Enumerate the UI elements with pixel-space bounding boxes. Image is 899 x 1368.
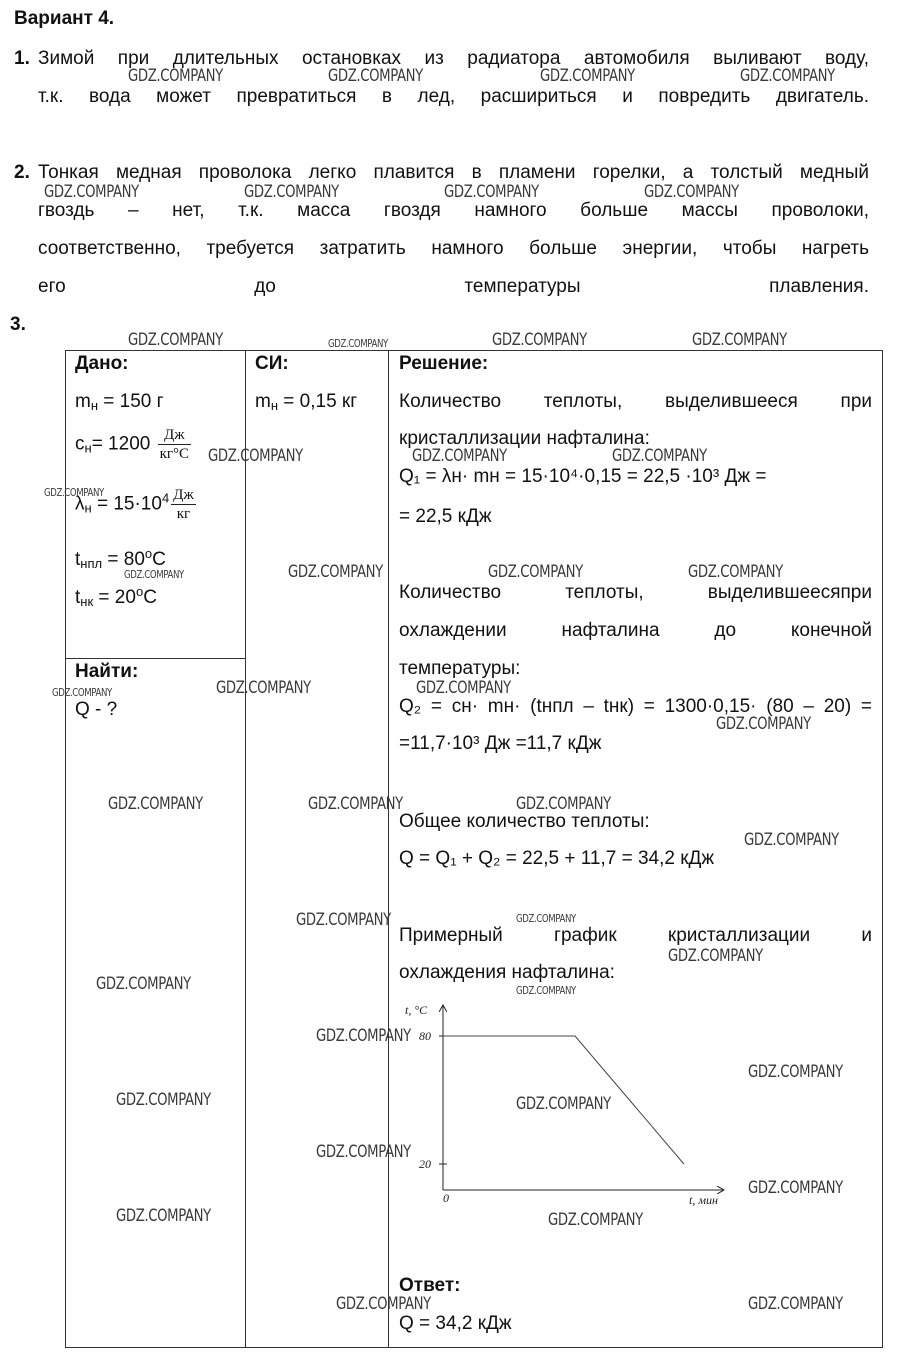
watermark-text: GDZ.COMPANY — [128, 330, 223, 350]
solution-p4-line-1: Примерный график кристаллизации и — [399, 925, 872, 946]
watermark-text: GDZ.COMPANY — [748, 1294, 843, 1314]
watermark-text: GDZ.COMPANY — [516, 1094, 611, 1114]
solution-equation-1: Q₁ = λн· mн = 15·10⁴·0,15 = 22,5 ·10³ Дж = — [399, 466, 767, 487]
watermark-text: GDZ.COMPANY — [96, 974, 191, 994]
watermark-text: GDZ.COMPANY — [328, 66, 423, 86]
answer-value: Q = 34,2 кДж — [399, 1313, 512, 1334]
watermark-text: GDZ.COMPANY — [612, 446, 707, 466]
solution-p2-line-2: охлаждении нафталина до конечной — [399, 620, 872, 641]
watermark-text: GDZ.COMPANY — [444, 182, 539, 202]
watermark-text: GDZ.COMPANY — [488, 562, 583, 582]
y-tick-label-80: 80 — [419, 1029, 431, 1043]
question-2-number: 2. — [14, 162, 30, 183]
given-melting-temperature: $t_{нпл} = 80^oC$ — [75, 546, 166, 571]
watermark-text: GDZ.COMPANY — [748, 1062, 843, 1082]
watermark-text: GDZ.COMPANY — [416, 678, 511, 698]
watermark-text: GDZ.COMPANY — [692, 330, 787, 350]
solution-p3: Общее количество теплоты: — [399, 811, 650, 832]
page-title: Вариант 4. — [14, 8, 115, 29]
watermark-text: GDZ.COMPANY — [688, 562, 783, 582]
watermark-text: GDZ.COMPANY — [516, 984, 576, 997]
watermark-text: GDZ.COMPANY — [244, 182, 339, 202]
watermark-text: GDZ.COMPANY — [548, 1210, 643, 1230]
watermark-text: GDZ.COMPANY — [316, 1026, 411, 1046]
watermark-text: GDZ.COMPANY — [52, 686, 112, 699]
find-value: Q - ? — [75, 699, 118, 720]
watermark-text: GDZ.COMPANY — [644, 182, 739, 202]
solution-equation-1-result: = 22,5 кДж — [399, 506, 492, 527]
solution-header: Решение: — [399, 353, 489, 374]
watermark-text: GDZ.COMPANY — [116, 1090, 211, 1110]
solution-equation-3: Q = Q₁ + Q₂ = 22,5 + 11,7 = 34,2 кДж — [399, 848, 715, 869]
watermark-text: GDZ.COMPANY — [740, 66, 835, 86]
watermark-text: GDZ.COMPANY — [336, 1294, 431, 1314]
watermark-text: GDZ.COMPANY — [516, 794, 611, 814]
watermark-text: GDZ.COMPANY — [668, 946, 763, 966]
answer-header: Ответ: — [399, 1275, 461, 1296]
question-2-line-2: гвоздь – нет, т.к. масса гвоздя намного больше массы проволоки, — [38, 200, 869, 221]
question-1-number: 1. — [14, 48, 30, 69]
y-axis-label: t, °C — [405, 1003, 428, 1017]
watermark-text: GDZ.COMPANY — [748, 1178, 843, 1198]
watermark-text: GDZ.COMPANY — [316, 1142, 411, 1162]
solution-p2-line-3: температуры: — [399, 658, 521, 679]
watermark-text: GDZ.COMPANY — [108, 794, 203, 814]
solution-p2-line-1: Количество теплоты, выделившеесяпри — [399, 582, 872, 603]
given-latent-heat: $\lambda_н = 15\cdot 10^4$ $\frac{Дж}{кг}$ — [75, 487, 194, 522]
given-header: Дано: — [75, 353, 129, 374]
watermark-text: GDZ.COMPANY — [128, 66, 223, 86]
given-final-temperature: $t_{нк} = 20^oC$ — [75, 584, 157, 609]
question-2-line-3: соответственно, требуется затратить намного больше энергии, чтобы нагреть — [38, 238, 869, 259]
y-tick-label-20: 20 — [419, 1157, 431, 1171]
question-3-number: 3. — [10, 314, 26, 335]
watermark-text: GDZ.COMPANY — [716, 714, 811, 734]
watermark-text: GDZ.COMPANY — [296, 910, 391, 930]
watermark-text: GDZ.COMPANY — [540, 66, 635, 86]
watermark-text: GDZ.COMPANY — [44, 182, 139, 202]
solution-p4-line-2: охлаждения нафталина: — [399, 962, 615, 983]
watermark-text: GDZ.COMPANY — [44, 486, 104, 499]
x-axis-label: t, мин — [689, 1193, 718, 1207]
question-2-line-1: Тонкая медная проволока легко плавится в пламени горелки, а толстый медный — [38, 162, 869, 183]
watermark-text: GDZ.COMPANY — [516, 912, 576, 925]
find-header: Найти: — [75, 661, 139, 682]
solution-p1-line-2: кристаллизации нафталина: — [399, 428, 650, 449]
question-2-line-4: его до температуры плавления. — [38, 276, 869, 297]
question-1-line-2: т.к. вода может превратиться в лед, расшириться и повредить двигатель. — [38, 86, 869, 107]
watermark-text: GDZ.COMPANY — [216, 678, 311, 698]
question-1-line-1: Зимой при длительных остановках из радиатора автомобиля выливают воду, — [38, 48, 869, 69]
watermark-text: GDZ.COMPANY — [492, 330, 587, 350]
si-mass: $m_н = 0,15$ кг — [255, 391, 358, 413]
solution-equation-2: Q₂ = cн· mн· (tнпл – tнк) = 1300·0,15· (80 – 20) = — [399, 696, 872, 717]
solution-p1-line-1: Количество теплоты, выделившееся при — [399, 391, 872, 412]
watermark-text: GDZ.COMPANY — [116, 1206, 211, 1226]
watermark-text: GDZ.COMPANY — [412, 446, 507, 466]
given-mass: $m_н = 150$ г — [75, 391, 164, 413]
si-header: СИ: — [255, 353, 289, 374]
watermark-text: GDZ.COMPANY — [328, 337, 388, 350]
x-origin-label: 0 — [443, 1191, 449, 1205]
solution-equation-2-result: =11,7·10³ Дж =11,7 кДж — [399, 733, 602, 754]
given-specific-heat: $c_н= 1200$ $\frac{Дж}{кг^\circ C}$ — [75, 427, 190, 462]
watermark-text: GDZ.COMPANY — [124, 568, 184, 581]
watermark-text: GDZ.COMPANY — [208, 446, 303, 466]
watermark-text: GDZ.COMPANY — [308, 794, 403, 814]
watermark-text: GDZ.COMPANY — [288, 562, 383, 582]
watermark-text: GDZ.COMPANY — [744, 830, 839, 850]
